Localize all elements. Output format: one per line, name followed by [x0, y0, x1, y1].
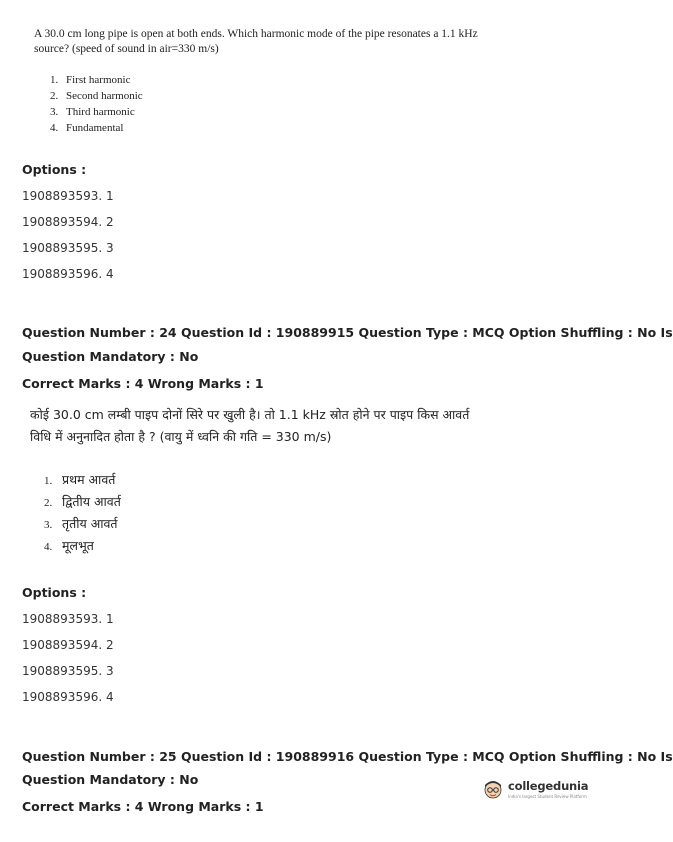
question-23-line-1: A 30.0 cm long pipe is open at both ends. Which harmonic mode of the pipe resonates a 1.1 kHz [34, 28, 478, 40]
logo-tagline: India's largest Student Review Platform [508, 794, 587, 799]
question-23-text [34, 27, 478, 57]
option-item: 1. प्रथम आवर्त [44, 472, 116, 487]
options-heading: Options : [22, 585, 87, 600]
student-face-icon [482, 778, 504, 800]
question-24-hindi-line-2: विधि में अनुनादित होता है ? (वायु में ध्वनि की गति = 330 m/s) [30, 429, 332, 444]
question-23-line-2: source? (speed of sound in air=330 m/s) [34, 43, 219, 55]
option-id: 1908893593. 1 [22, 612, 114, 626]
logo-name: collegedunia [508, 779, 589, 793]
option-id: 1908893593. 1 [22, 189, 114, 203]
option-item: 2. Second harmonic [50, 90, 143, 102]
question-24-marks: Correct Marks : 4 Wrong Marks : 1 [22, 376, 264, 391]
option-item: 4. Fundamental [50, 122, 124, 134]
option-item: 3. तृतीय आवर्त [44, 516, 118, 531]
option-id: 1908893595. 3 [22, 241, 114, 255]
question-25-marks: Correct Marks : 4 Wrong Marks : 1 [22, 799, 264, 814]
collegedunia-logo [482, 778, 588, 800]
question-24-options [44, 469, 121, 557]
option-id: 1908893594. 2 [22, 215, 114, 229]
option-item: 4. मूलभूत [44, 538, 94, 553]
question-24-hindi-line-1: कोई 30.0 cm लम्बी पाइप दोनों सिरे पर खुली है। तो 1.1 kHz स्रोत होने पर पाइप किस आवर्त [30, 407, 470, 422]
option-id: 1908893596. 4 [22, 690, 114, 704]
question-24-hindi-text [30, 404, 469, 448]
option-id: 1908893594. 2 [22, 638, 114, 652]
question-24-meta-line-2: Question Mandatory : No [22, 349, 199, 364]
question-25-meta-line-2: Question Mandatory : No [22, 772, 199, 787]
question-24-meta-line-1: Question Number : 24 Question Id : 190889915 Question Type : MCQ Option Shuffling : No Is [22, 325, 673, 340]
question-23-options [50, 72, 143, 136]
option-id: 1908893595. 3 [22, 664, 114, 678]
option-id: 1908893596. 4 [22, 267, 114, 281]
options-heading: Options : [22, 162, 87, 177]
option-item: 2. द्वितीय आवर्त [44, 494, 121, 509]
option-item: 3. Third harmonic [50, 106, 135, 118]
option-item: 1. First harmonic [50, 74, 131, 86]
question-25-meta-line-1: Question Number : 25 Question Id : 190889916 Question Type : MCQ Option Shuffling : No Is [22, 749, 673, 764]
